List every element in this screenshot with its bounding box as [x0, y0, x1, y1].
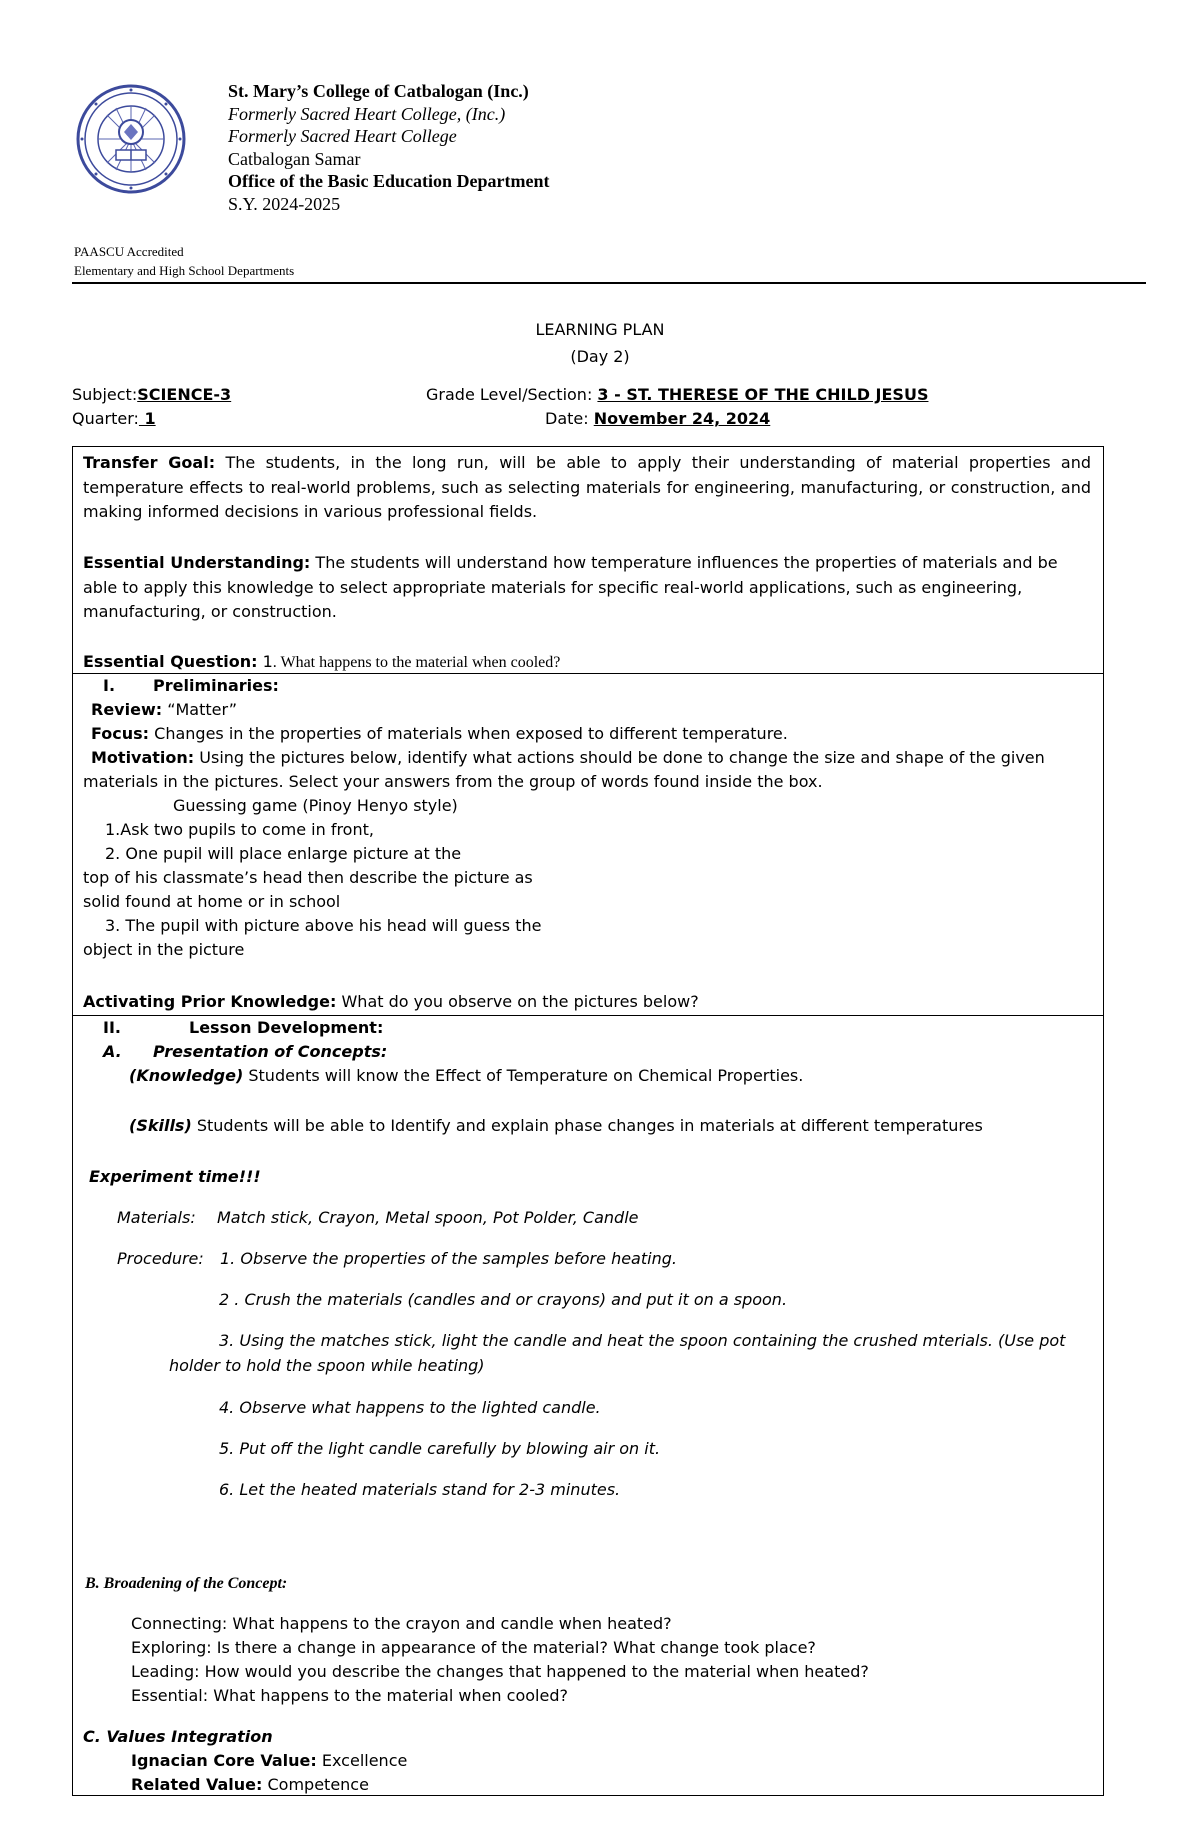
date-label: Date: [545, 409, 594, 428]
review-text: “Matter” [162, 700, 238, 719]
date-value: November 24, 2024 [593, 409, 771, 428]
game-step-2a: 2. One pupil will place enlarge picture at the [105, 844, 462, 863]
knowledge-line [129, 1064, 803, 1088]
related-value-line [131, 1773, 369, 1797]
focus-line [91, 722, 788, 746]
preliminaries-heading: Preliminaries: [153, 676, 279, 695]
procedure-step-6: 6. Let the heated materials stand for 2-3 minutes. [219, 1480, 621, 1499]
date-line [545, 409, 770, 428]
preliminaries-numeral: I. [103, 676, 116, 695]
quarter-label: Quarter: [72, 409, 139, 428]
motivation-text-2: materials in the pictures. Select your answers from the group of words found inside the box. [83, 772, 823, 791]
grade-value: 3 - ST. THERESE OF THE CHILD JESUS [597, 385, 929, 404]
motivation-text-1: Using the pictures below, identify what actions should be done to change the size and shape of the given [194, 748, 1045, 767]
school-name: St. Mary’s College of Catbalogan (Inc.) [228, 81, 529, 101]
skills-text: Students will be able to Identify and explain phase changes in materials at different temperatures [191, 1116, 983, 1135]
subject-label: Subject: [72, 385, 138, 404]
skills-line [129, 1114, 983, 1138]
skills-label: (Skills) [129, 1116, 192, 1135]
connecting-question: Connecting: What happens to the crayon and candle when heated? [131, 1614, 672, 1633]
prior-knowledge-text: What do you observe on the pictures below? [336, 992, 699, 1011]
game-step-3b: object in the picture [83, 940, 245, 959]
lesson-heading: Lesson Development: [189, 1018, 384, 1037]
grade-line [426, 385, 928, 404]
focus-text: Changes in the properties of materials when exposed to different temperature. [149, 724, 788, 743]
procedure-step-4: 4. Observe what happens to the lighted candle. [219, 1398, 601, 1417]
subject-value: SCIENCE-3 [137, 385, 232, 404]
school-location: Catbalogan Samar [228, 148, 361, 169]
essential-question-label: Essential Question: [83, 652, 258, 671]
plan-title-main: LEARNING PLAN [535, 320, 665, 339]
lesson-numeral: II. [103, 1018, 121, 1037]
preliminaries-section [72, 673, 1104, 1016]
accreditation-block [74, 242, 294, 280]
game-step-2c: solid found at home or in school [83, 892, 341, 911]
accreditation: PAASCU Accredited [74, 244, 184, 259]
essential-question-number: 1 [257, 652, 273, 671]
office-name: Office of the Basic Education Department [228, 171, 550, 191]
game-title: Guessing game (Pinoy Henyo style) [173, 796, 458, 815]
transfer-goal-label: Transfer Goal: [83, 453, 216, 472]
review-line [91, 698, 237, 722]
departments: Elementary and High School Departments [74, 263, 295, 278]
materials-text: Match stick, Crayon, Metal spoon, Pot Polder, Candle [217, 1208, 639, 1227]
procedure-step-1: 1. Observe the properties of the samples before heating. [220, 1249, 677, 1268]
motivation-line [91, 746, 1045, 770]
materials-label: Materials: [117, 1208, 196, 1227]
presentation-letter: A. [103, 1042, 122, 1061]
quarter-value: 1 [138, 409, 156, 428]
subject-line [72, 385, 231, 404]
core-value-label: Ignacian Core Value: [131, 1751, 317, 1770]
focus-label: Focus: [91, 724, 150, 743]
values-heading: C. Values Integration [83, 1727, 273, 1746]
procedure-step-3b: holder to hold the spoon while heating) [169, 1356, 485, 1375]
game-step-3a: 3. The pupil with picture above his head will guess the [105, 916, 542, 935]
knowledge-label: (Knowledge) [129, 1066, 244, 1085]
school-seal-icon [76, 84, 186, 194]
school-year: S.Y. 2024-2025 [228, 193, 341, 214]
procedure-label: Procedure: [117, 1249, 204, 1268]
essential-understanding-text: The students will understand how temperature influences the properties of materials and be able to apply this knowledge to select appropriate materials for specific real-world applications, such as engineering, manufacturing, or construction. [83, 553, 1058, 621]
broadening-heading: B. Broadening of the Concept: [85, 1575, 288, 1592]
transfer-goal [83, 451, 1091, 525]
goals-section [72, 446, 1104, 674]
presentation-heading: Presentation of Concepts: [153, 1042, 388, 1061]
quarter-line [72, 409, 156, 428]
essential-question-b: Essential: What happens to the material when cooled? [131, 1686, 568, 1705]
exploring-question: Exploring: Is there a change in appearance of the material? What change took place? [131, 1638, 816, 1657]
transfer-goal-text: The students, in the long run, will be able to apply their understanding of material properties and temperature effects to real-world problems, such as selecting materials for engineering, manufacturing, or construction, and making informed decisions in various professional fields. [83, 453, 1092, 521]
procedure-step-3a: 3. Using the matches stick, light the candle and heat the spoon containing the crushed mterials. (Use pot [219, 1331, 1066, 1350]
related-value-label: Related Value: [131, 1775, 263, 1794]
plan-title [0, 316, 1200, 370]
game-step-1: 1.Ask two pupils to come in front, [105, 820, 374, 839]
procedure-step-5: 5. Put off the light candle carefully by blowing air on it. [219, 1439, 661, 1458]
essential-question [83, 650, 1091, 676]
core-value: Excellence [316, 1751, 408, 1770]
formerly-line-2: Formerly Sacred Heart College [228, 126, 457, 146]
prior-knowledge-label: Activating Prior Knowledge: [83, 992, 337, 1011]
game-step-2b: top of his classmate’s head then describe the picture as [83, 868, 533, 887]
procedure-step-2: 2 . Crush the materials (candles and or crayons) and put it on a spoon. [219, 1290, 788, 1309]
motivation-label: Motivation: [91, 748, 195, 767]
plan-title-day: (Day 2) [570, 347, 630, 366]
experiment-heading: Experiment time!!! [89, 1167, 261, 1186]
core-value-line [131, 1749, 407, 1773]
leading-question: Leading: How would you describe the changes that happened to the material when heated? [131, 1662, 869, 1681]
essential-understanding-label: Essential Understanding: [83, 553, 311, 572]
review-label: Review: [91, 700, 163, 719]
knowledge-text: Students will know the Effect of Temperature on Chemical Properties. [243, 1066, 804, 1085]
lesson-section [72, 1015, 1104, 1796]
header-divider [72, 282, 1146, 284]
related-value: Competence [262, 1775, 369, 1794]
school-header [228, 80, 549, 215]
essential-understanding [83, 551, 1091, 625]
essential-question-text: . What happens to the material when cooled? [272, 654, 561, 671]
prior-knowledge-line [83, 990, 699, 1014]
formerly-line-1: Formerly Sacred Heart College, (Inc.) [228, 103, 506, 124]
grade-label: Grade Level/Section: [426, 385, 598, 404]
